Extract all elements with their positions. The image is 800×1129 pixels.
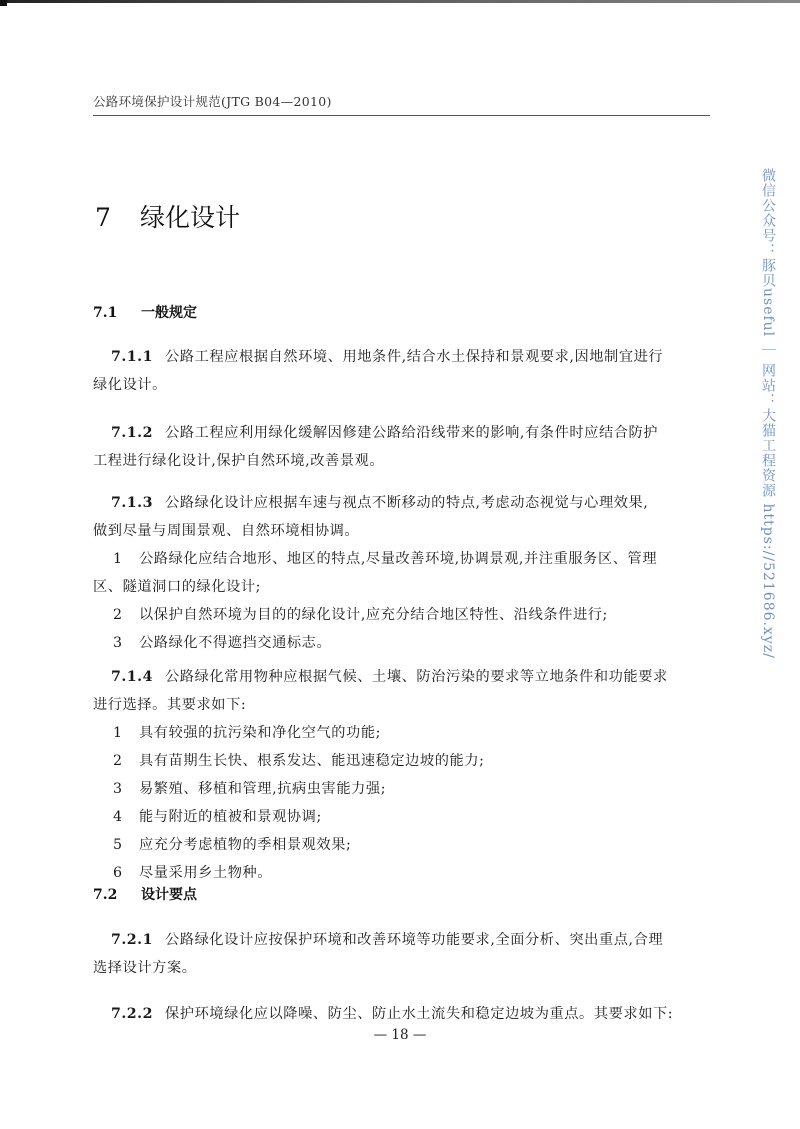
clause-number: 7.1.1 <box>111 349 153 365</box>
clause-line: 进行选择。其要求如下: <box>93 697 247 713</box>
item-text: 尽量采用乡土物种。 <box>139 865 273 881</box>
clause-number: 7.1.4 <box>111 669 153 685</box>
list-item <box>93 859 718 887</box>
section-number: 7.2 <box>93 887 118 903</box>
item-number: 1 <box>113 725 123 741</box>
item-text: 易繁殖、移植和管理,抗病虫害能力强; <box>139 781 387 797</box>
item-text: 具有苗期生长快、根系发达、能迅速稳定边坡的能力; <box>139 753 485 769</box>
item-number: 3 <box>113 781 123 797</box>
clause-number: 7.1.3 <box>111 495 153 511</box>
list-item <box>93 601 718 629</box>
list-item <box>93 545 718 601</box>
clause-line <box>93 343 718 371</box>
clause-text: 公路绿化设计应根据车速与视点不断移动的特点,考虑动态视觉与心理效果, <box>165 495 649 511</box>
clause-line <box>93 663 718 691</box>
list-item <box>93 803 718 831</box>
clause-text: 公路绿化常用物种应根据气候、土壤、防治污染的要求等立地条件和功能要求 <box>165 669 668 685</box>
section-heading-7-1 <box>93 302 197 322</box>
header-rule <box>93 115 710 116</box>
item-number: 3 <box>113 635 123 651</box>
clause-line: 选择设计方案。 <box>93 960 197 976</box>
clause-7-1-4 <box>93 663 718 719</box>
clause-7-2-1 <box>93 926 718 982</box>
list-item <box>93 775 718 803</box>
scan-edge-corner <box>0 0 7 6</box>
clause-text: 公路工程应根据自然环境、用地条件,结合水土保持和景观要求,因地制宜进行 <box>165 349 664 365</box>
clause-line <box>93 419 718 447</box>
clause-text: 保护环境绿化应以降噪、防尘、防止水土流失和稳定边坡为重点。其要求如下: <box>165 1006 674 1022</box>
page-number: — 18 — <box>373 1027 427 1043</box>
clause-line: 工程进行绿化设计,保护自然环境,改善景观。 <box>93 453 385 469</box>
watermark: 微信公众号：豚贝useful ｜ 网站：大猫工程资源 https://521686.xyz/ <box>760 168 776 659</box>
list-item <box>93 747 718 775</box>
item-number: 4 <box>113 809 123 825</box>
item-text: 公路绿化不得遮挡交通标志。 <box>139 635 332 651</box>
clause-text: 公路工程应利用绿化缓解因修建公路给沿线带来的影响,有条件时应结合防护 <box>165 425 659 441</box>
item-number: 5 <box>113 837 123 853</box>
clause-number: 7.2.2 <box>111 1006 153 1022</box>
chapter-title <box>95 198 240 234</box>
clause-line: 做到尽量与周围景观、自然环境相协调。 <box>93 523 360 539</box>
running-header: 公路环境保护设计规范(JTG B04—2010) <box>93 94 332 109</box>
clause-line <box>93 489 718 517</box>
clause-number: 7.2.1 <box>111 932 153 948</box>
clause-7-2-2 <box>93 1000 718 1028</box>
section-heading-7-2 <box>93 884 197 904</box>
chapter-title-text: 绿化设计 <box>140 203 241 232</box>
chapter-number: 7 <box>95 203 111 232</box>
item-number: 6 <box>113 865 123 881</box>
item-number: 2 <box>113 753 123 769</box>
scan-edge-top <box>0 0 800 3</box>
clause-7-1-2 <box>93 419 718 475</box>
section-number: 7.1 <box>93 305 118 321</box>
item-text: 以保护自然环境为目的的绿化设计,应充分结合地区特性、沿线条件进行; <box>139 607 608 623</box>
clause-text: 公路绿化设计应按保护环境和改善环境等功能要求,全面分析、突出重点,合理 <box>165 932 664 948</box>
item-line: 区、隧道洞口的绿化设计; <box>93 579 262 595</box>
clause-line <box>93 926 718 954</box>
list-item <box>93 629 718 657</box>
item-text: 应充分考虑植物的季相景观效果; <box>139 837 352 853</box>
item-number: 2 <box>113 607 123 623</box>
item-number: 1 <box>113 551 123 567</box>
item-text: 能与附近的植被和景观协调; <box>139 809 322 825</box>
clause-line: 绿化设计。 <box>93 377 167 393</box>
section-title: 一般规定 <box>141 305 197 321</box>
list-item <box>93 831 718 859</box>
clause-line <box>93 1000 718 1028</box>
item-text: 具有较强的抗污染和净化空气的功能; <box>139 725 381 741</box>
section-title: 设计要点 <box>141 887 197 903</box>
item-line <box>93 545 718 573</box>
clause-number: 7.1.2 <box>111 425 153 441</box>
clause-7-1-1 <box>93 343 718 399</box>
item-text: 公路绿化应结合地形、地区的特点,尽量改善环境,协调景观,并注重服务区、管理 <box>139 551 658 567</box>
list-item <box>93 719 718 747</box>
clause-7-1-3 <box>93 489 718 545</box>
